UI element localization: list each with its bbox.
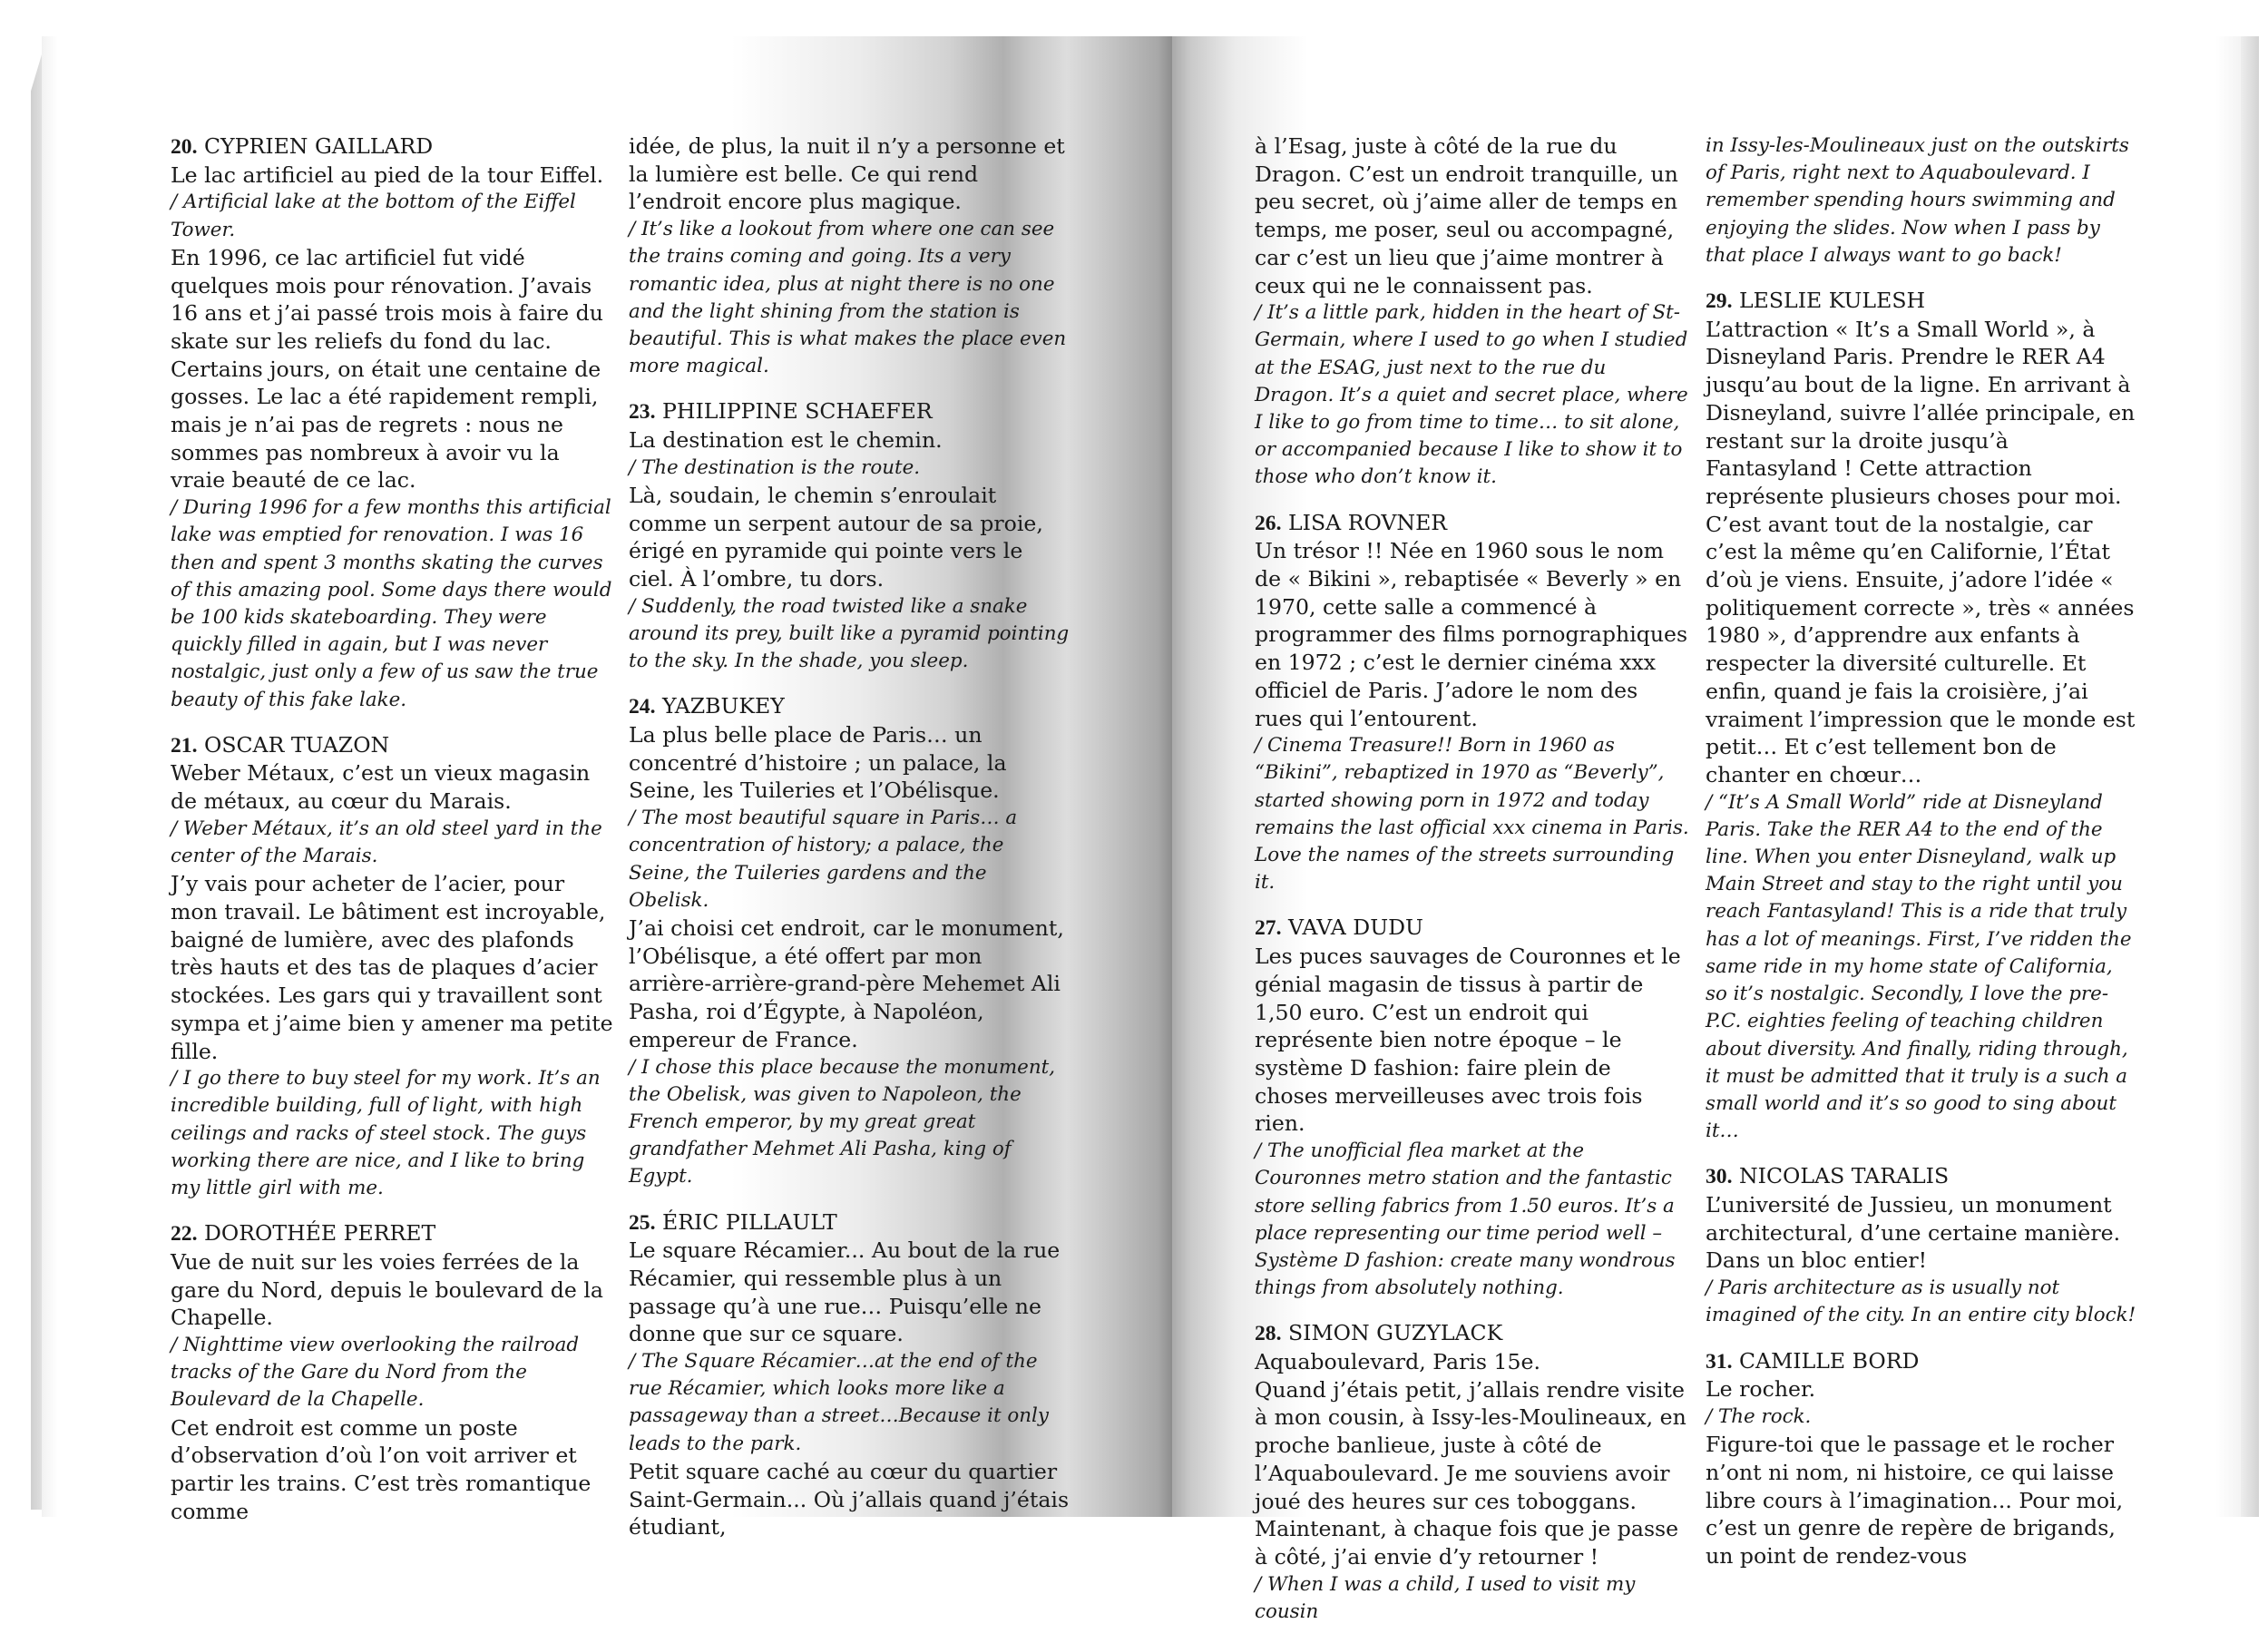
english-translation: / Artificial lake at the bottom of the Eiffel Tower. — [171, 191, 576, 241]
entry-number: 25. — [629, 1210, 656, 1235]
continued-text — [1706, 132, 2137, 269]
entry — [1255, 914, 1690, 1302]
entry-heading — [1706, 1162, 2137, 1191]
english-translation: / Cinema Treasure!! Born in 1960 as “Bikini”, rebaptized in 1970 as “Beverly”, started showing porn in 1972 and today remains the last official xxx cinema in Paris. Love the names of the streets surrounding it. — [1255, 734, 1689, 895]
entry — [629, 1208, 1070, 1541]
french-text: à l’Esag, juste à côté de la rue du Dragon. C’est un endroit tranquille, un peu secret, où j’aime aller de temps en temps, me poser, seul ou accompagné, car c’est un lieu que j’aime montrer à ceux qui ne le connaissent pas. — [1255, 133, 1678, 298]
entry-name: LESLIE KULESH — [1739, 288, 1926, 314]
continued-text — [629, 132, 1070, 380]
english-translation: / Weber Métaux, it’s an old steel yard in the center of the Marais. — [171, 817, 602, 868]
entry — [629, 397, 1070, 675]
entry-heading — [1255, 1319, 1690, 1348]
english-translation: / Suddenly, the road twisted like a snake around its prey, built like a pyramid pointing to the sky. In the shade, you sleep. — [629, 594, 1070, 673]
english-translation: / I go there to buy steel for my work. It’s an incredible building, full of light, with high ceilings and racks of steel stock. The guys working there are nice, and I like to bring my little girl with me. — [171, 1067, 601, 1200]
entry — [1706, 1162, 2137, 1329]
english-translation: / “It’s A Small World” ride at Disneyland Paris. Take the RER A4 to the end of the line. When you enter Disneyland, walk up Main Street and stay to the right until you reach Fantasyland! This is a ride that truly has a lot of meanings. First, I’ve ridden the same ride in my home state of California, so it’s nostalgic. Secondly, I love the pre-P.C. eighties feeling of teaching children about diversity. And finally, riding through, it must be admitted that it truly is a such a small world and it’s so good to sing about it… — [1706, 790, 2132, 1143]
french-text: J’y vais pour acheter de l’acier, pour mon travail. Le bâtiment est incroyable, baigné de lumière, avec des plafonds très hauts et des tas de plaques d’acier stockées. Les gars qui y travaillent sont sympa et j’aime bien y amener ma petite fille. — [171, 871, 613, 1064]
entry — [171, 731, 615, 1202]
french-text: Le square Récamier... Au bout de la rue Récamier, qui ressemble plus à un passage qu’à une rue… Puisqu’elle ne donne que sur ce square. — [629, 1237, 1061, 1347]
entry-name: OSCAR TUAZON — [204, 731, 390, 758]
entry-number: 26. — [1255, 511, 1282, 535]
entry — [1255, 509, 1690, 897]
entry-name: CAMILLE BORD — [1739, 1347, 1920, 1374]
french-text: L’attraction « It’s a Small World », à Disneyland Paris. Prendre le RER A4 jusqu’au bout de la ligne. En arrivant à Disneyland, suivre l’allée principale, en restant sur la droite jusqu’à Fantasyland ! Cette attraction représente plusieurs choses pour moi. C’est avant tout de la nostalgie, car c’est la même qu’en Californie, l’État d’où je viens. Ensuite, j’adore l’idée « politiquement correcte », très « années 1980 », d’apprendre aux enfants à respecter la diversité culturelle. Et enfin, quand je fais la croisière, j’ai vraiment l’impression que le monde est petit… Et c’est tellement bon de chanter en chœur… — [1706, 316, 2136, 787]
french-text: Là, soudain, le chemin s’enroulait comme un serpent autour de sa proie, érigé en pyramide qui pointe vers le ciel. À l’ombre, tu dors. — [629, 482, 1043, 592]
entry-name: NICOLAS TARALIS — [1739, 1163, 1950, 1189]
entry-heading — [1255, 914, 1690, 943]
french-text: L’université de Jussieu, un monument architectural, d’une certaine manière. Dans un bloc entier! — [1706, 1192, 2121, 1274]
entry — [1706, 287, 2137, 1145]
entry-heading — [1706, 287, 2137, 316]
entry-number: 27. — [1255, 916, 1282, 941]
entry — [171, 132, 615, 714]
french-text: J’ai choisi cet endroit, car le monument, l’Obélisque, a été offert par mon arrière-arrière-grand-père Mehemet Ali Pasha, roi d’Égypte, à Napoléon, empereur de France. — [629, 914, 1064, 1052]
french-text: Quand j’étais petit, j’allais rendre visite à mon cousin, à Issy-les-Moulineaux, en proche banlieue, juste à côté de l’Aquaboulevard. Je me souviens avoir joué des heures sur ces toboggans. Maintenant, à chaque fois que je passe à côté, j’ai envie d’y retourner ! — [1255, 1376, 1686, 1570]
entry-heading — [1706, 1347, 2137, 1376]
entry-number: 24. — [629, 695, 656, 719]
entry-number: 21. — [171, 733, 198, 758]
entry-name: CYPRIEN GAILLARD — [204, 133, 434, 159]
entry-name: DOROTHÉE PERRET — [204, 1220, 436, 1247]
french-text: En 1996, ce lac artificiel fut vidé quelques mois pour rénovation. J’avais 16 ans et j’ai passé trois mois à faire du skate sur les reliefs du fond du lac. Certains jours, on était une centaine de gosses. Le lac a été rapidement rempli, mais je n’ai pas de regrets : nous ne sommes pas nombreux à avoir vu la vraie beauté de ce lac. — [171, 244, 603, 494]
column-4 — [1706, 132, 2137, 1588]
french-text: Figure-toi que le passage et le rocher n’ont ni nom, ni histoire, ce qui laisse libre cours à l’imagination... Pour moi, c’est un genre de repère de brigands, un point de rendez-vous — [1706, 1432, 2124, 1569]
entry-heading — [171, 731, 615, 760]
entry-heading — [629, 1208, 1070, 1237]
french-text: Les puces sauvages de Couronnes et le génial magasin de tissus à partir de 1,50 euro. C’est un endroit qui représente bien notre époque – le système D fashion: faire plein de choses merveilleuses avec trois fois rien. — [1255, 944, 1681, 1137]
entry-name: LISA ROVNER — [1288, 509, 1448, 535]
column-2 — [629, 132, 1070, 1559]
column-3 — [1255, 132, 1690, 1643]
french-text: Un trésor !! Née en 1960 sous le nom de « Bikini », rebaptisée « Beverly » en 1970, cette salle a commencé à programmer des films pornographiques en 1972 ; c’est le dernier cinéma xxx officiel de Paris. J’adore le nom des rues qui l’entourent. — [1255, 538, 1688, 731]
entry — [171, 1219, 615, 1525]
english-translation: / Nighttime view overlooking the railroad tracks of the Gare du Nord from the Boulevard de la Chapelle. — [171, 1334, 580, 1412]
entry-number: 29. — [1706, 289, 1733, 314]
french-text: Le lac artificiel au pied de la tour Eiffel. — [171, 161, 604, 188]
entry-heading — [629, 397, 1070, 426]
entry-name: ÉRIC PILLAULT — [662, 1208, 837, 1235]
french-text: Weber Métaux, c’est un vieux magasin de métaux, au cœur du Marais. — [171, 760, 591, 815]
column-1 — [171, 132, 615, 1542]
entry-name: SIMON GUZYLACK — [1288, 1320, 1503, 1346]
entry-name: VAVA DUDU — [1288, 914, 1423, 941]
english-translation: / When I was a child, I used to visit my cousin — [1255, 1572, 1636, 1623]
english-translation: / The destination is the route. — [629, 455, 921, 479]
entry-name: PHILIPPINE SCHAEFER — [662, 398, 933, 425]
english-translation: / The rock. — [1706, 1404, 1812, 1428]
english-translation: / It’s like a lookout from where one can see the trains coming and going. Its a very romantic idea, plus at night there is no one and the light shining from the station is beautiful. This is what makes the place even more magical. — [629, 218, 1067, 378]
english-translation: in Issy-les-Moulineaux just on the outskirts of Paris, right next to Aquaboulevard. I remember spending hours swimming and enjoying the slides. Now when I pass by that place I always want to go back! — [1706, 134, 2129, 267]
entry-number: 22. — [171, 1222, 198, 1247]
entry-heading — [629, 692, 1070, 721]
french-text: Petit square caché au cœur du quartier Saint-Germain... Où j’allais quand j’étais étudiant, — [629, 1458, 1070, 1540]
continued-text — [1255, 132, 1690, 492]
english-translation: / I chose this place because the monument, the Obelisk, was given to Napoleon, the French emperor, by my great great grandfather Mehmet Ali Pasha, king of Egypt. — [629, 1055, 1055, 1188]
english-translation: / The Square Récamier…at the end of the rue Récamier, which looks more like a passageway than a street…Because it only leads to the park. — [629, 1350, 1049, 1455]
english-translation: / Paris architecture as is usually not imagined of the city. In an entire city block! — [1706, 1276, 2136, 1327]
french-text: Aquaboulevard, Paris 15e. — [1255, 1349, 1540, 1375]
entry-number: 30. — [1706, 1165, 1733, 1189]
entry-number: 23. — [629, 400, 656, 425]
french-text: idée, de plus, la nuit il n’y a personne et la lumière est belle. Ce qui rend l’endroit encore plus magique. — [629, 133, 1065, 215]
english-translation: / It’s a little park, hidden in the heart of St-Germain, where I used to go when I studied at the ESAG, just next to the rue du Dragon. It’s a quiet and secret place, where I like to go from time to time… to sit alone, or accompanied because I like to show it to those who don’t know it. — [1255, 301, 1688, 489]
french-text: La plus belle place de Paris… un concentré d’histoire ; un palace, la Seine, les Tuileries et l’Obélisque. — [629, 722, 1007, 804]
entry — [1255, 1319, 1690, 1626]
entry — [629, 692, 1070, 1190]
entry-number: 28. — [1255, 1322, 1282, 1346]
entry-number: 20. — [171, 135, 198, 159]
french-text: Cet endroit est comme un poste d’observation d’où l’on voit arriver et partir les trains. C’est très romantique comme — [171, 1414, 591, 1524]
entry-name: YAZBUKEY — [662, 693, 785, 719]
english-translation: / During 1996 for a few months this artificial lake was emptied for renovation. I was 16 then and spent 3 months skating the curves of this amazing pool. Some days there would be 100 kids skateboarding. They were quickly filled in again, but I was never nostalgic, just only a few of us saw the true beauty of this fake lake. — [171, 496, 612, 711]
entry-heading — [171, 132, 615, 161]
french-text: Vue de nuit sur les voies ferrées de la gare du Nord, depuis le boulevard de la Chapelle. — [171, 1248, 603, 1331]
book-right-edge — [2241, 36, 2259, 1517]
english-translation: / The unofficial flea market at the Couronnes metro station and the fantastic store selling fabrics from 1.50 euros. It’s a place representing our time period well – Système D fashion: create many wondrous things from absolutely nothing. — [1255, 1139, 1676, 1300]
entry-heading — [171, 1219, 615, 1248]
french-text: Le rocher. — [1706, 1376, 1816, 1403]
entry-heading — [1255, 509, 1690, 538]
english-translation: / The most beautiful square in Paris… a concentration of history; a palace, the Seine, the Tuileries gardens and the Obelisk. — [629, 807, 1018, 912]
french-text: La destination est le chemin. — [629, 427, 943, 454]
entry-number: 31. — [1706, 1349, 1733, 1374]
